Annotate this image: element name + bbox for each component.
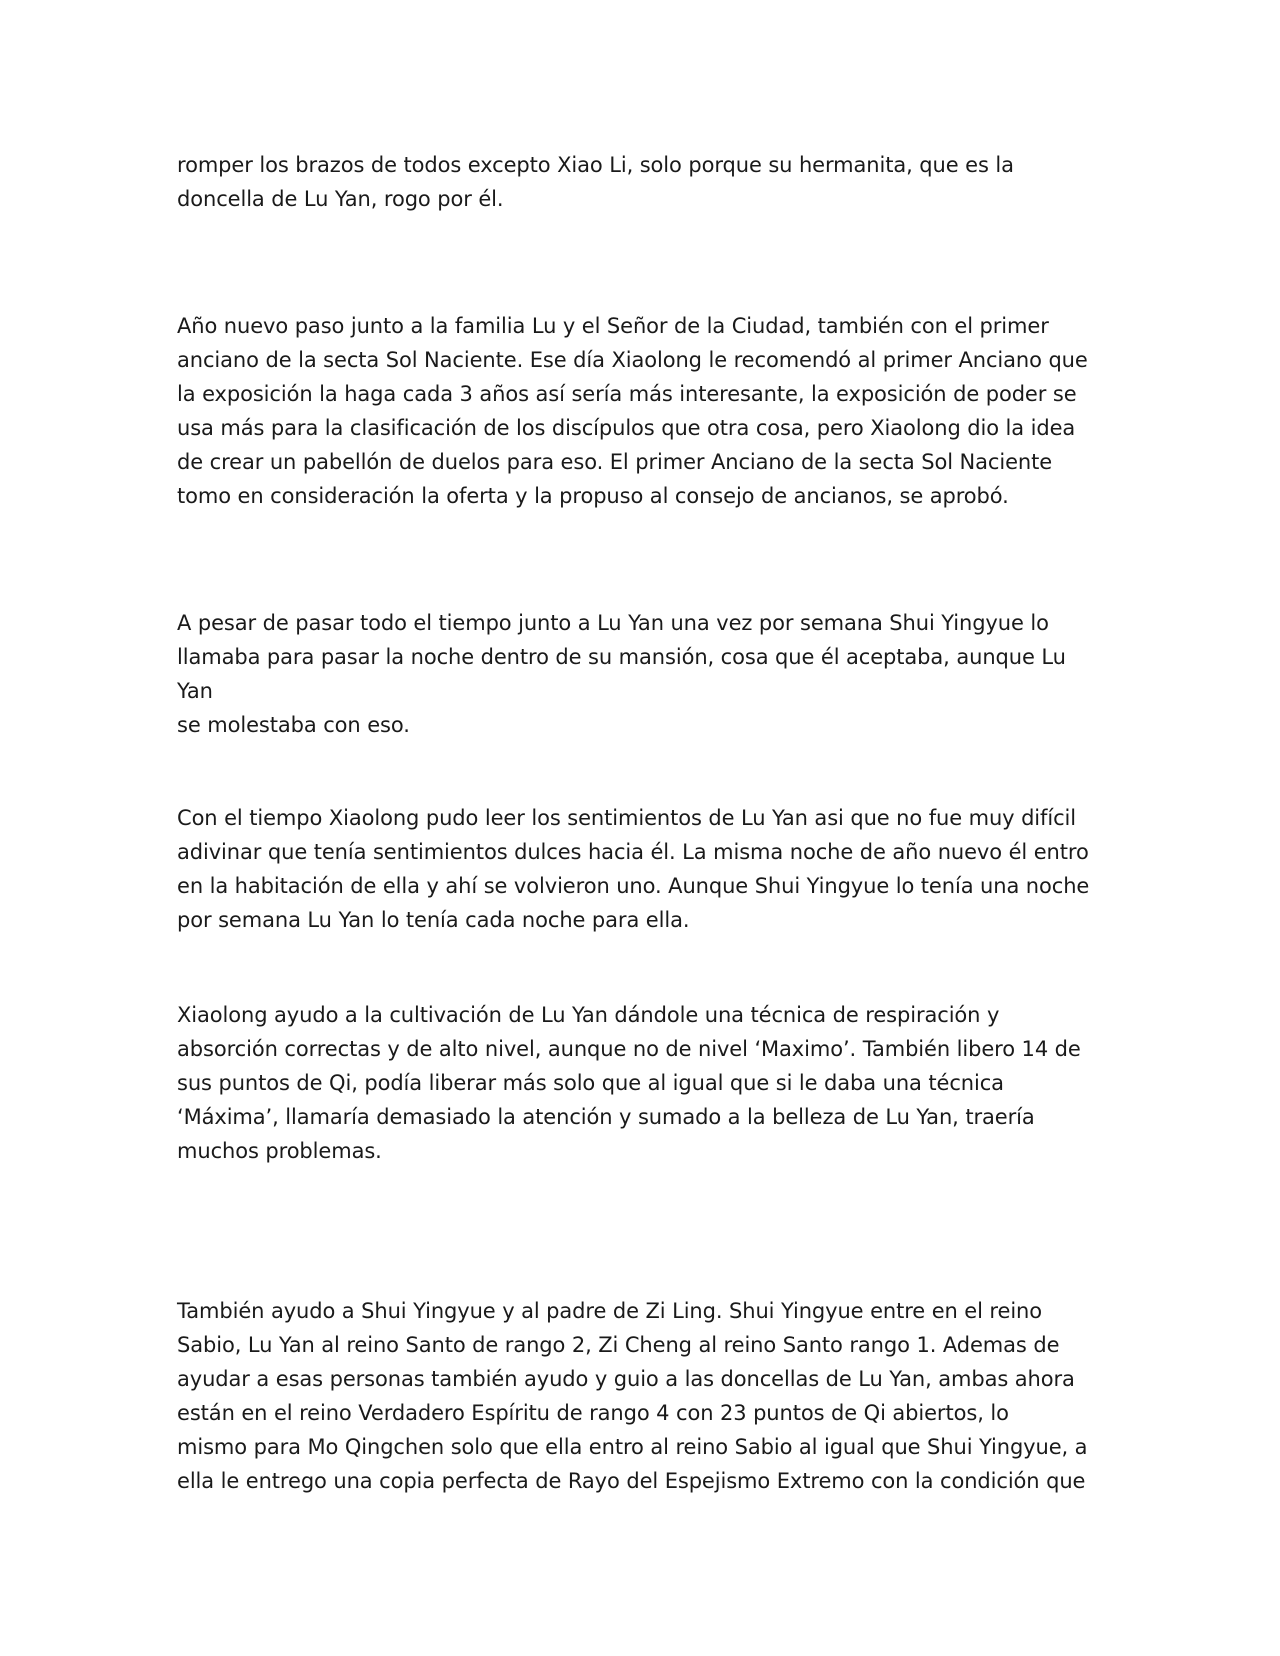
paragraph-1: romper los brazos de todos excepto Xiao Li, solo porque su hermanita, que es la doncella de Lu Yan, rogo por él. bbox=[177, 153, 1014, 211]
paragraph-6: También ayudo a Shui Yingyue y al padre de Zi Ling. Shui Yingyue entre en el reino Sabio, Lu Yan al reino Santo de rango 2, Zi Cheng al reino Santo rango 1. Ademas de ayudar a esas personas también ayudo y guio a las doncellas de Lu Yan, ambas ahora están en el reino Verdadero Espíritu de rango 4 con 23 puntos de Qi abiertos, lo mismo para Mo Qingchen solo que ella entro al reino Sabio al igual que Shui Yingyue, a ella le entrego una copia perfecta de Rayo del Espejismo Extremo con la condición que bbox=[177, 1299, 1088, 1493]
paragraph-4: Con el tiempo Xiaolong pudo leer los sentimientos de Lu Yan asi que no fue muy difícil adivinar que tenía sentimientos dulces hacia él. La misma noche de año nuevo él entro en la habitación de ella y ahí se volvieron uno. Aunque Shui Yingyue lo tenía una noche por semana Lu Yan lo tenía cada noche para ella. bbox=[177, 806, 1090, 932]
paragraph-5: Xiaolong ayudo a la cultivación de Lu Yan dándole una técnica de respiración y absorción correctas y de alto nivel, aunque no de nivel ‘Maximo’. También libero 14 de sus puntos de Qi, podía liberar más solo que al igual que si le daba una técnica ‘Máxima’, llamaría demasiado la atención y sumado a la belleza de Lu Yan, traería muchos problemas. bbox=[177, 1003, 1081, 1163]
paragraph-2: Año nuevo paso junto a la familia Lu y el Señor de la Ciudad, también con el primer anciano de la secta Sol Naciente. Ese día Xiaolong le recomendó al primer Anciano que la exposición la haga cada 3 años así sería más interesante, la exposición de poder se usa más para la clasificación de los discípulos que otra cosa, pero Xiaolong dio la idea de crear un pabellón de duelos para eso. El primer Anciano de la secta Sol Naciente tomo en consideración la oferta y la propuso al consejo de ancianos, se aprobó. bbox=[177, 314, 1088, 508]
paragraph-3: A pesar de pasar todo el tiempo junto a Lu Yan una vez por semana Shui Yingyue lo llamaba para pasar la noche dentro de su mansión, cosa que él aceptaba, aunque Lu Yan se molestaba con eso. bbox=[177, 611, 1066, 737]
